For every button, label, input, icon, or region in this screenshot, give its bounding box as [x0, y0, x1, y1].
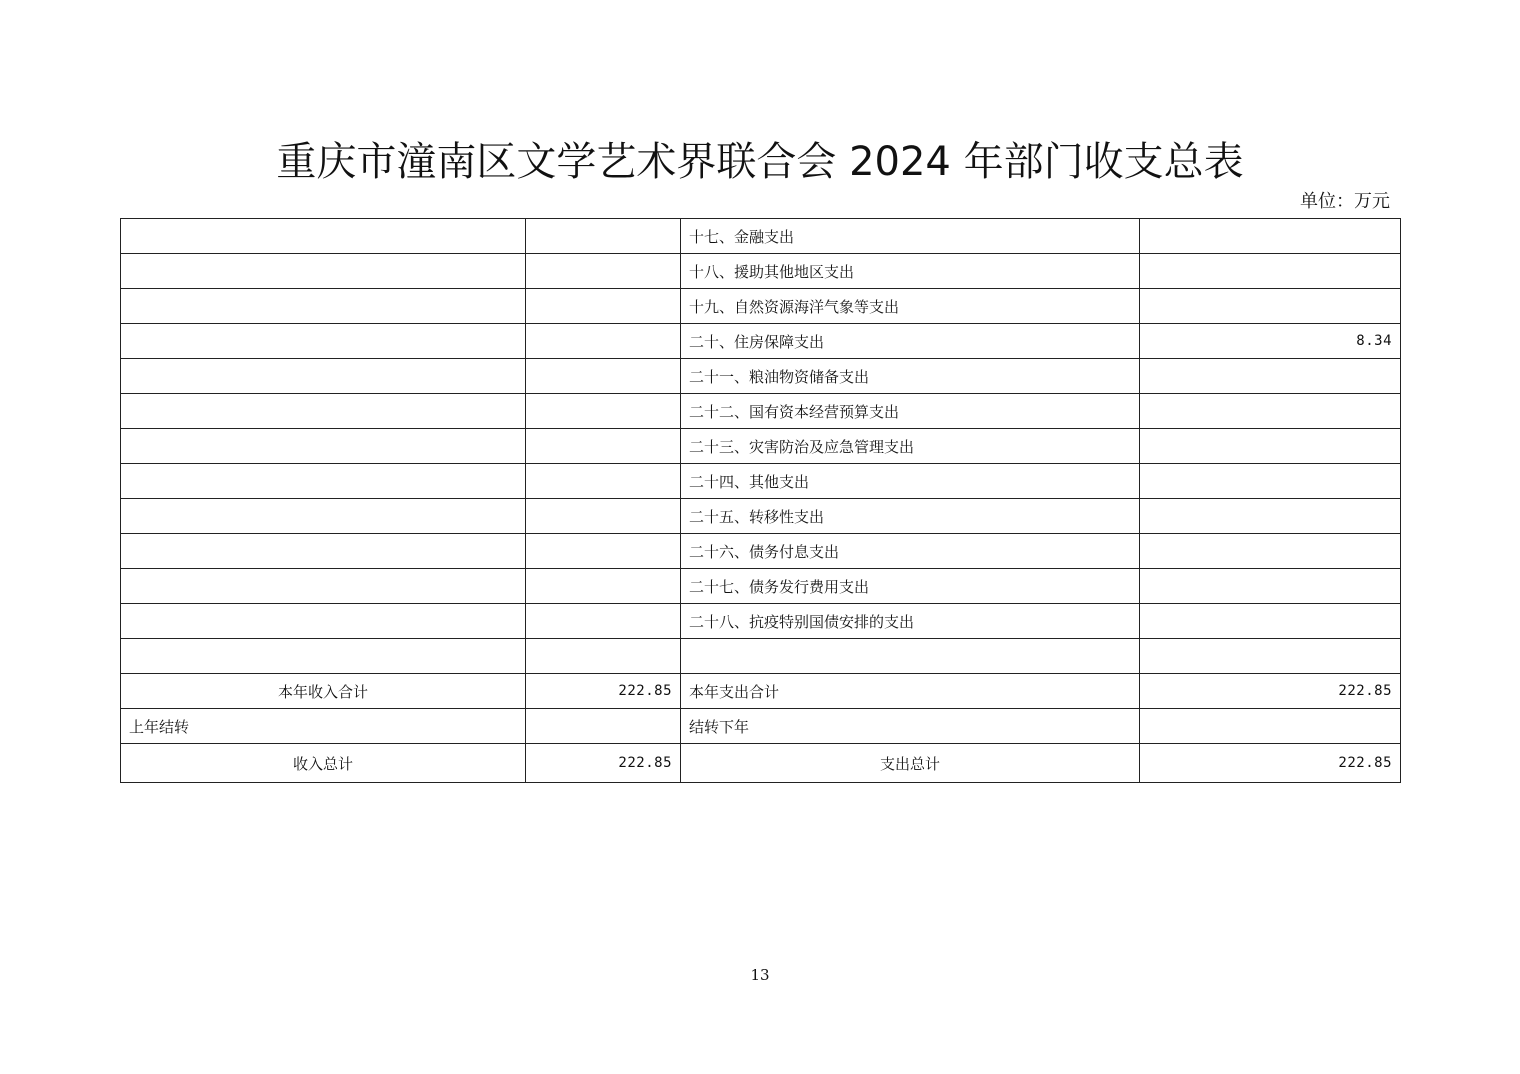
expense-item-cell: 二十七、债务发行费用支出: [681, 569, 1140, 604]
unit-label: 单位：万元: [1300, 191, 1390, 212]
expense-item-cell: 二十三、灾害防治及应急管理支出: [681, 429, 1140, 464]
prior-year-carryover-label: 上年结转: [121, 709, 526, 744]
expense-amount-cell: [1140, 254, 1401, 289]
expense-amount-cell: [1140, 569, 1401, 604]
expense-amount-cell: [1140, 604, 1401, 639]
carry-forward-label: 结转下年: [681, 709, 1140, 744]
expense-item-cell: 二十、住房保障支出: [681, 324, 1140, 359]
table-row: [121, 219, 1401, 254]
expense-amount-cell: [1140, 464, 1401, 499]
income-grand-total-amount: 222.85: [526, 744, 681, 783]
expense-item-cell: 二十二、国有资本经营预算支出: [681, 394, 1140, 429]
expense-grand-total-label: 支出总计: [681, 744, 1140, 783]
income-item-cell: [121, 254, 526, 289]
income-amount-cell: [526, 254, 681, 289]
income-amount-cell: [526, 639, 681, 674]
current-year-total-row: [121, 674, 1401, 709]
income-item-cell: [121, 604, 526, 639]
current-year-income-total-amount: 222.85: [526, 674, 681, 709]
income-amount-cell: [526, 569, 681, 604]
income-item-cell: [121, 639, 526, 674]
expense-amount-cell: [1140, 429, 1401, 464]
expense-item-cell: 二十四、其他支出: [681, 464, 1140, 499]
table-row: [121, 324, 1401, 359]
income-amount-cell: [526, 359, 681, 394]
table-row: [121, 394, 1401, 429]
income-item-cell: [121, 429, 526, 464]
expense-item-cell: 十七、金融支出: [681, 219, 1140, 254]
document-title: 重庆市潼南区文学艺术界联合会 2024 年部门收支总表: [276, 139, 1244, 185]
income-item-cell: [121, 499, 526, 534]
income-item-cell: [121, 569, 526, 604]
expense-amount-cell: [1140, 289, 1401, 324]
expense-amount-cell: 8.34: [1140, 324, 1401, 359]
income-item-cell: [121, 464, 526, 499]
carryover-row: [121, 709, 1401, 744]
income-grand-total-label: 收入总计: [121, 744, 526, 783]
prior-year-carryover-amount: [526, 709, 681, 744]
income-amount-cell: [526, 219, 681, 254]
expense-item-cell: [681, 639, 1140, 674]
income-item-cell: [121, 324, 526, 359]
current-year-income-total-label: 本年收入合计: [121, 674, 526, 709]
expense-item-cell: 十九、自然资源海洋气象等支出: [681, 289, 1140, 324]
expense-item-cell: 二十八、抗疫特别国债安排的支出: [681, 604, 1140, 639]
table-row: [121, 464, 1401, 499]
table-row: [121, 429, 1401, 464]
current-year-expense-total-amount: 222.85: [1140, 674, 1401, 709]
table-row: [121, 569, 1401, 604]
income-item-cell: [121, 289, 526, 324]
expense-amount-cell: [1140, 394, 1401, 429]
expense-item-cell: 二十一、粮油物资储备支出: [681, 359, 1140, 394]
carry-forward-amount: [1140, 709, 1401, 744]
expense-item-cell: 二十六、债务付息支出: [681, 534, 1140, 569]
income-amount-cell: [526, 534, 681, 569]
expense-grand-total-amount: 222.85: [1140, 744, 1401, 783]
table-row: [121, 534, 1401, 569]
income-item-cell: [121, 534, 526, 569]
income-amount-cell: [526, 289, 681, 324]
table-row: [121, 254, 1401, 289]
grand-total-row: [121, 744, 1401, 783]
income-item-cell: [121, 394, 526, 429]
table-row: [121, 604, 1401, 639]
table-row: [121, 359, 1401, 394]
expense-item-cell: 二十五、转移性支出: [681, 499, 1140, 534]
expense-amount-cell: [1140, 639, 1401, 674]
income-item-cell: [121, 219, 526, 254]
expense-item-cell: 十八、援助其他地区支出: [681, 254, 1140, 289]
current-year-expense-total-label: 本年支出合计: [681, 674, 1140, 709]
income-amount-cell: [526, 429, 681, 464]
expense-amount-cell: [1140, 534, 1401, 569]
page-number: 13: [750, 966, 770, 984]
expense-amount-cell: [1140, 219, 1401, 254]
income-item-cell: [121, 359, 526, 394]
expense-amount-cell: [1140, 359, 1401, 394]
income-amount-cell: [526, 324, 681, 359]
income-amount-cell: [526, 499, 681, 534]
expense-amount-cell: [1140, 499, 1401, 534]
income-amount-cell: [526, 394, 681, 429]
table-row: [121, 639, 1401, 674]
table-row: [121, 289, 1401, 324]
table-row: [121, 499, 1401, 534]
income-amount-cell: [526, 604, 681, 639]
income-amount-cell: [526, 464, 681, 499]
budget-summary-table: [120, 218, 1401, 783]
